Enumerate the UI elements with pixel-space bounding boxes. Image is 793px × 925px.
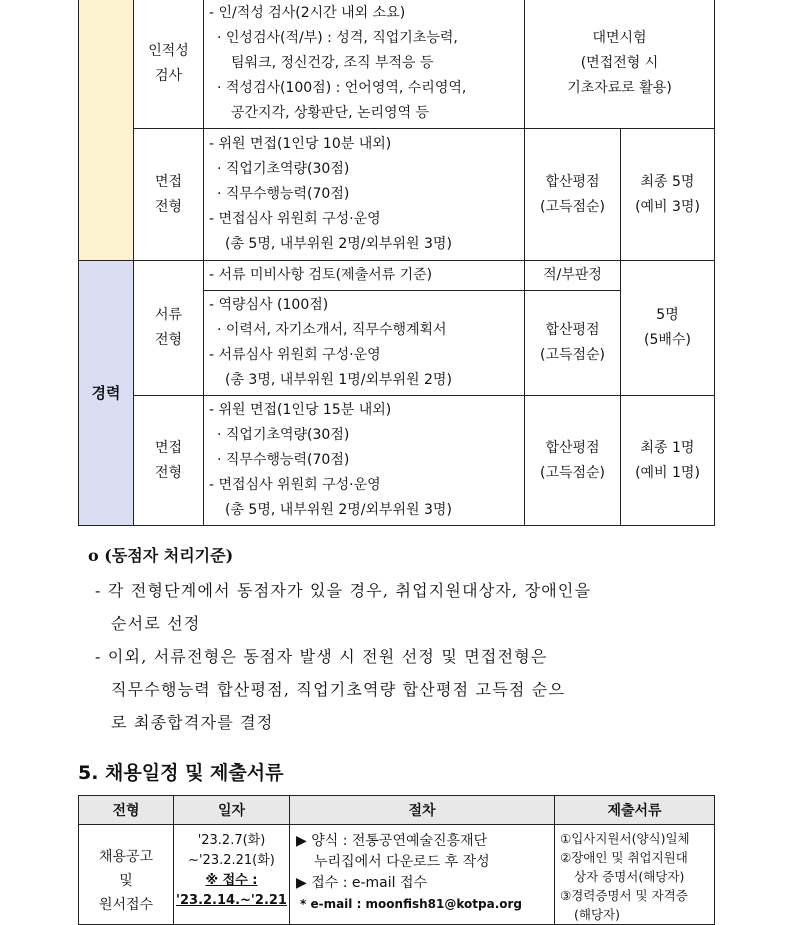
schedule-procedure-cell: ▶ 양식 : 전통공연예술진흥재단 누리집에서 다운로드 후 작성 ▶ 접수 : e-mail 접수 * e-mail : moonfish81@kotpa.org <box>290 825 555 925</box>
document-detail-a-cell: - 서류 미비사항 검토(제출서류 기준) <box>204 261 525 291</box>
exp-interview-details-cell: - 위원 면접(1인당 15분 내외) · 직업기초역량(30점) · 직무수행능력(70점) - 면접심사 위원회 구성·운영 (총 5명, 내부위원 2명/외부위원 3명) <box>204 396 525 526</box>
category-new-cell <box>79 0 134 261</box>
exp-interview-method-cell: 합산평점 (고득점순) <box>525 396 621 526</box>
exp-interview-stage-cell: 면접 전형 <box>134 396 204 526</box>
document-method-a-cell: 적/부판정 <box>525 261 621 291</box>
tie-rule-line: - 이외, 서류전형은 동점자 발생 시 전원 선정 및 면접전형은 <box>95 647 548 666</box>
schedule-table <box>78 795 715 925</box>
tie-rule-line: - 각 전형단계에서 동점자가 있을 경우, 취업지원대상자, 장애인을 <box>95 581 592 600</box>
interview-details-cell: - 위원 면접(1인당 10분 내외) · 직업기초역량(30점) · 직무수행능력(70점) - 면접심사 위원회 구성·운영 (총 5명, 내부위원 2명/외부위원 3명) <box>204 129 525 261</box>
aptitude-details-cell: - 인/적성 검사(2시간 내외 소요) · 인성검사(적/부) : 성격, 직업기초능력, 팀워크, 정신건강, 조직 부적응 등 · 적성검사(100점) : 언어영역, 수리영역, 공간지각, 상황판단, 논리영역 등 <box>204 0 525 129</box>
schedule-stage-cell: 채용공고 및 원서접수 <box>79 825 174 925</box>
selection-table <box>78 0 715 526</box>
interview-count-cell: 최종 5명 (예비 3명) <box>621 129 715 261</box>
category-experienced-cell <box>79 261 134 526</box>
interview-method-cell: 합산평점 (고득점순) <box>525 129 621 261</box>
category-experienced-label: 경력 <box>91 383 121 402</box>
schedule-dates-cell: '23.2.7(화) ~'23.2.21(화) ※ 접수 : '23.2.14.~'2.21 <box>174 825 290 925</box>
header-documents: 제출서류 <box>555 796 715 825</box>
aptitude-method-cell: 대면시험 (면접전형 시 기초자료로 활용) <box>525 0 715 129</box>
document-stage-cell: 서류 전형 <box>134 261 204 396</box>
document-details-b-cell: - 역량심사 (100점) · 이력서, 자기소개서, 직무수행계획서 - 서류심사 위원회 구성·운영 (총 3명, 내부위원 1명/외부위원 2명) <box>204 291 525 396</box>
header-procedure: 절차 <box>290 796 555 825</box>
tie-rule-line: 순서로 선정 <box>111 614 201 633</box>
section-title: 5. 채용일정 및 제출서류 <box>78 762 284 784</box>
header-date: 일자 <box>174 796 290 825</box>
document-count-cell: 5명 (5배수) <box>621 261 715 396</box>
aptitude-stage-cell: 인적성 검사 <box>134 0 204 129</box>
document-method-b-cell: 합산평점 (고득점순) <box>525 291 621 396</box>
interview-stage-cell: 면접 전형 <box>134 129 204 261</box>
tie-rules-title: o (동점자 처리기준) <box>88 546 234 565</box>
tie-rule-line: 로 최종합격자를 결정 <box>111 713 274 732</box>
exp-interview-count-cell: 최종 1명 (예비 1명) <box>621 396 715 526</box>
tie-rule-line: 직무수행능력 합산평점, 직업기초역량 합산평점 고득점 순으 <box>111 680 566 699</box>
header-stage: 전형 <box>79 796 174 825</box>
schedule-documents-cell: ①입사지원서(양식)일체 ②장애인 및 취업지원대 상자 증명서(해당자) ③경력증명서 및 자격증 (해당자) <box>555 825 715 925</box>
